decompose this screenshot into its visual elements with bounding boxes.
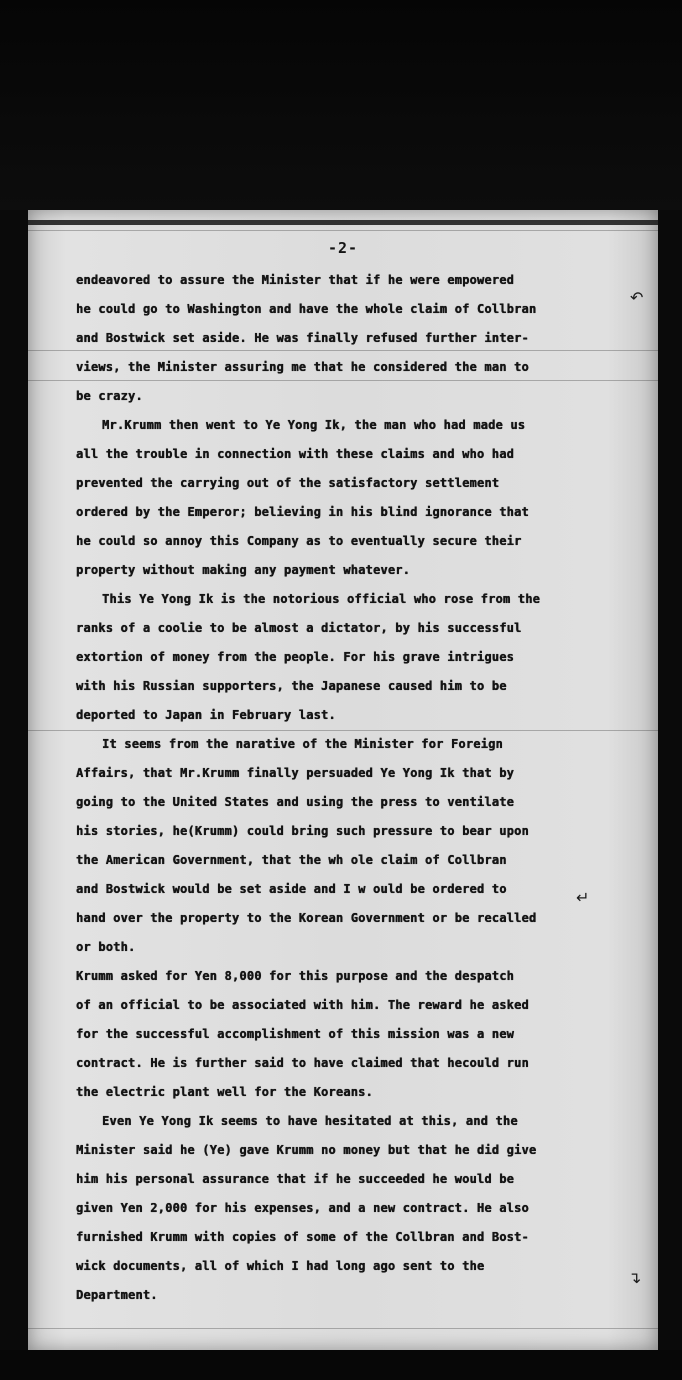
text-line: Krumm asked for Yen 8,000 for this purpose and the despatch bbox=[76, 969, 515, 983]
margin-pen-mark: ↶ bbox=[630, 288, 644, 307]
text-line: Minister said he (Ye) gave Krumm no money but that he did give bbox=[76, 1143, 537, 1157]
text-line: It seems from the narative of the Minister for Foreign bbox=[102, 737, 503, 751]
scan-streak bbox=[28, 220, 658, 225]
text-line: Department. bbox=[76, 1288, 158, 1302]
margin-pen-mark: ↵ bbox=[576, 888, 590, 907]
text-line: his stories, he(Krumm) could bring such pressure to bear upon bbox=[76, 824, 529, 838]
text-line: property without making any payment whatever. bbox=[76, 563, 411, 577]
text-line: extortion of money from the people. For his grave intrigues bbox=[76, 650, 515, 664]
text-line: the electric plant well for the Koreans. bbox=[76, 1085, 373, 1099]
text-line: he could so annoy this Company as to eventually secure their bbox=[76, 534, 522, 548]
text-line: Affairs, that Mr.Krumm finally persuaded Ye Yong Ik that by bbox=[76, 766, 515, 780]
text-line: and Bostwick set aside. He was finally refused further inter- bbox=[76, 331, 529, 345]
text-line: hand over the property to the Korean Government or be recalled bbox=[76, 911, 537, 925]
text-line: for the successful accomplishment of this mission was a new bbox=[76, 1027, 515, 1041]
scan-streak bbox=[28, 230, 658, 231]
text-line: This Ye Yong Ik is the notorious official who rose from the bbox=[102, 592, 541, 606]
film-margin-top bbox=[0, 0, 682, 210]
page-number: -2- bbox=[327, 239, 359, 257]
text-line: with his Russian supporters, the Japanese caused him to be bbox=[76, 679, 507, 693]
scan-streak bbox=[28, 1328, 658, 1329]
letter-body bbox=[76, 266, 646, 1310]
text-line: prevented the carrying out of the satisfactory settlement bbox=[76, 476, 500, 490]
text-line: he could go to Washington and have the whole claim of Collbran bbox=[76, 302, 537, 316]
text-line: furnished Krumm with copies of some of the Collbran and Bost- bbox=[76, 1230, 529, 1244]
text-line: contract. He is further said to have claimed that hecould run bbox=[76, 1056, 529, 1070]
text-line: going to the United States and using the press to ventilate bbox=[76, 795, 515, 809]
text-line: be crazy. bbox=[76, 389, 143, 403]
text-line: views, the Minister assuring me that he considered the man to bbox=[76, 360, 529, 374]
text-line: all the trouble in connection with these claims and who had bbox=[76, 447, 515, 461]
margin-pen-mark: ↴ bbox=[628, 1268, 642, 1287]
text-line: and Bostwick would be set aside and I w ould be ordered to bbox=[76, 882, 507, 896]
text-line: ordered by the Emperor; believing in his blind ignorance that bbox=[76, 505, 529, 519]
text-line: or both. bbox=[76, 940, 136, 954]
text-line: deported to Japan in February last. bbox=[76, 708, 336, 722]
text-line: Mr.Krumm then went to Ye Yong Ik, the man who had made us bbox=[102, 418, 526, 432]
text-line: of an official to be associated with him. The reward he asked bbox=[76, 998, 529, 1012]
text-line: him his personal assurance that if he succeeded he would be bbox=[76, 1172, 515, 1186]
document-page bbox=[28, 210, 658, 1350]
text-line: ranks of a coolie to be almost a dictator, by his successful bbox=[76, 621, 522, 635]
text-line: wick documents, all of which I had long ago sent to the bbox=[76, 1259, 485, 1273]
text-line: Even Ye Yong Ik seems to have hesitated at this, and the bbox=[102, 1114, 518, 1128]
film-margin-bottom bbox=[0, 1350, 682, 1380]
text-line: endeavored to assure the Minister that if he were empowered bbox=[76, 273, 515, 287]
text-line: given Yen 2,000 for his expenses, and a new contract. He also bbox=[76, 1201, 529, 1215]
text-line: the American Government, that the wh ole claim of Collbran bbox=[76, 853, 507, 867]
